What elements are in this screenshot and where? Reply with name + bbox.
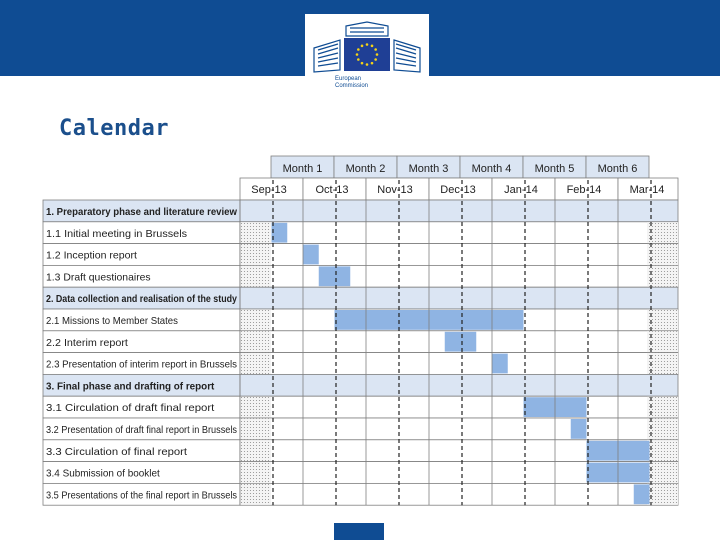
hatched-cell <box>240 266 271 287</box>
task-label: 1.3 Draft questionaires <box>46 271 151 284</box>
hatched-cell <box>647 331 678 352</box>
month-label: Month 2 <box>345 163 386 175</box>
hatched-cell <box>647 309 678 330</box>
logo-line-2: Commission <box>335 83 369 89</box>
hatched-cell <box>240 418 271 439</box>
hatched-cell <box>647 266 678 287</box>
month-label: Month 6 <box>597 163 638 175</box>
section-row <box>43 374 678 396</box>
period-label: Sep-13 <box>251 184 287 196</box>
task-label: 3.3 Circulation of final report <box>46 445 188 458</box>
task-label: 3.2 Presentation of draft final report in Brussels <box>46 424 237 436</box>
hatched-cell <box>240 331 271 352</box>
month-label: Month 1 <box>282 163 323 175</box>
task-row <box>43 265 678 287</box>
section-row <box>43 287 678 309</box>
task-label: 2.3 Presentation of interim report in Brussels <box>46 358 237 371</box>
task-row <box>43 309 678 331</box>
task-label: 3.1 Circulation of draft final report <box>46 402 215 415</box>
task-label: 3.5 Presentations of the final report in Brussels <box>46 489 237 502</box>
gantt-bar <box>445 332 477 352</box>
task-row <box>43 353 678 375</box>
period-label: Dec-13 <box>440 184 476 196</box>
hatched-cell <box>647 397 678 418</box>
hatched-cell <box>240 484 271 505</box>
month-label: Month 5 <box>534 163 575 175</box>
task-label: 2.1 Missions to Member States <box>46 315 178 327</box>
task-label: 3.4 Submission of booklet <box>46 467 160 480</box>
hatched-cell <box>240 462 271 483</box>
task-row <box>43 418 678 440</box>
hatched-cell <box>647 418 678 439</box>
hatched-cell <box>647 244 678 265</box>
task-row <box>43 222 678 244</box>
hatched-cell <box>647 484 678 505</box>
gantt-bar <box>272 223 288 243</box>
month-label: Month 3 <box>408 163 449 175</box>
task-row <box>43 440 678 462</box>
gantt-bar <box>492 354 508 374</box>
hatched-cell <box>240 244 271 265</box>
page-title: Calendar <box>59 116 169 141</box>
hatched-cell <box>240 353 271 374</box>
logo-line-1: European <box>335 76 362 82</box>
hatched-cell <box>240 222 271 243</box>
task-row <box>43 462 678 484</box>
section-label: 1. Preparatory phase and literature review <box>46 206 238 218</box>
gantt-bar <box>571 419 587 439</box>
task-label: 1.2 Inception report <box>46 249 138 262</box>
hatched-cell <box>240 397 271 418</box>
period-label: Feb-14 <box>566 184 602 196</box>
gantt-bar <box>319 266 351 286</box>
bottom-tab <box>334 523 384 540</box>
task-row <box>43 244 678 266</box>
gantt-bar <box>303 245 319 265</box>
section-label: 3. Final phase and drafting of report <box>46 380 215 393</box>
month-label: Month 4 <box>471 163 512 175</box>
task-row <box>43 396 678 418</box>
section-label: 2. Data collection and realisation of the study <box>46 293 238 306</box>
task-label: 2.2 Interim report <box>46 336 128 349</box>
hatched-cell <box>647 222 678 243</box>
section-row <box>43 200 678 222</box>
hatched-cell <box>240 440 271 461</box>
period-label: Nov-13 <box>377 184 413 196</box>
task-row <box>43 331 678 353</box>
period-label: Oct-13 <box>315 184 349 196</box>
gantt-bar <box>634 484 650 504</box>
task-label: 1.1 Initial meeting in Brussels <box>46 227 188 240</box>
period-label: Jan-14 <box>504 184 538 196</box>
period-label: Mar-14 <box>629 184 665 196</box>
period-header-row <box>240 178 678 200</box>
month-header-row <box>271 156 649 178</box>
task-row <box>43 483 678 505</box>
hatched-cell <box>647 440 678 461</box>
hatched-cell <box>647 353 678 374</box>
hatched-cell <box>647 462 678 483</box>
hatched-cell <box>240 309 271 330</box>
task-rows <box>43 180 678 505</box>
